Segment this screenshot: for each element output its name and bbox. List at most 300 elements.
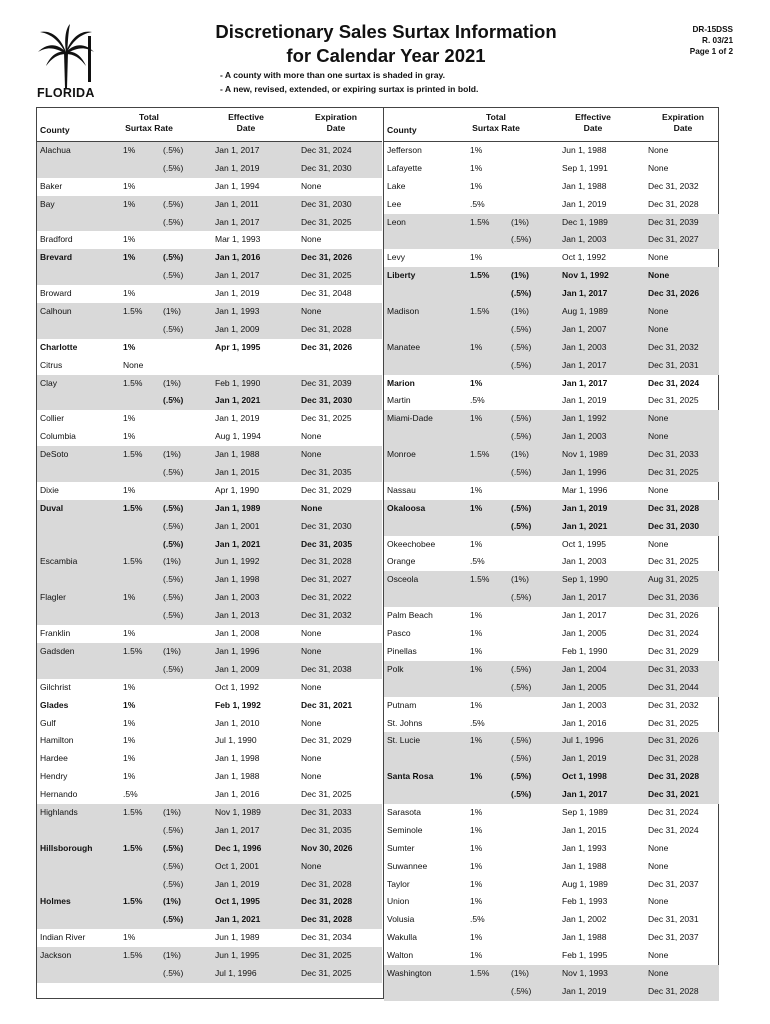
table-row <box>384 911 719 929</box>
rate-cell: 1.5% <box>123 950 143 961</box>
left-column <box>37 108 382 983</box>
table-row <box>384 518 719 536</box>
effective-date-cell: Jan 1, 1994 <box>215 180 260 191</box>
county-cell: Gilchrist <box>40 681 71 692</box>
table-row <box>384 375 719 393</box>
effective-date-cell: Feb 1, 1992 <box>215 699 261 710</box>
rate-cell: 1.5% <box>123 645 143 656</box>
expiration-date-cell: Dec 31, 2028 <box>648 198 699 209</box>
table-row <box>384 160 719 178</box>
expiration-date-cell: Dec 31, 2030 <box>301 162 352 173</box>
expiration-date-cell: Dec 31, 2021 <box>301 699 353 710</box>
sub-rate-cell: (.5%) <box>163 198 184 209</box>
rate-cell: 1% <box>470 484 483 495</box>
table-row <box>384 893 719 911</box>
expiration-date-cell: None <box>648 484 669 495</box>
table-row <box>384 142 719 160</box>
county-cell: Hendry <box>40 771 68 782</box>
sub-rate-cell: (1%) <box>163 950 181 961</box>
table-row <box>384 697 719 715</box>
expiration-date-cell: Dec 31, 2035 <box>301 467 352 478</box>
table-row <box>37 464 382 482</box>
expiration-date-cell: Dec 31, 2028 <box>648 771 700 782</box>
county-cell: Gulf <box>40 717 56 728</box>
effective-date-cell: Aug 1, 1994 <box>215 431 261 442</box>
table-row <box>384 750 719 768</box>
expiration-date-cell: None <box>301 753 322 764</box>
table-row <box>384 715 719 733</box>
sub-rate-cell: (.5%) <box>511 502 532 513</box>
table-row <box>37 339 382 357</box>
expiration-date-cell: None <box>301 645 322 656</box>
header-exp-line2: Date <box>673 123 693 133</box>
rate-cell: .5% <box>470 198 485 209</box>
effective-date-cell: Jan 1, 2017 <box>562 610 607 621</box>
county-cell: Pasco <box>387 628 411 639</box>
effective-date-cell: Mar 1, 1996 <box>562 484 608 495</box>
expiration-date-cell: Dec 31, 2025 <box>648 395 699 406</box>
effective-date-cell: Jun 1, 1992 <box>215 556 260 567</box>
table-row <box>37 822 382 840</box>
effective-date-cell: Dec 1, 1989 <box>562 216 608 227</box>
expiration-date-cell: None <box>648 323 669 334</box>
expiration-date-cell: Dec 31, 2027 <box>301 574 352 585</box>
expiration-date-cell: Dec 31, 2025 <box>301 950 352 961</box>
table-row <box>37 160 382 178</box>
sub-rate-cell: (.5%) <box>511 735 532 746</box>
effective-date-cell: Jan 1, 2017 <box>562 359 607 370</box>
expiration-date-cell: None <box>648 413 669 424</box>
county-cell: Brevard <box>40 252 73 263</box>
rate-cell: 1.5% <box>123 842 143 853</box>
table-row <box>37 249 382 267</box>
surtax-table <box>36 107 719 999</box>
expiration-date-cell: Dec 31, 2028 <box>301 878 352 889</box>
sub-rate-cell: (1%) <box>163 556 181 567</box>
effective-date-cell: Jan 1, 2003 <box>562 341 607 352</box>
effective-date-cell: Jan 1, 2017 <box>215 216 260 227</box>
expiration-date-cell: None <box>301 449 322 460</box>
effective-date-cell: Apr 1, 1995 <box>215 341 261 352</box>
effective-date-cell: Jan 1, 2003 <box>562 699 607 710</box>
rate-cell: 1% <box>470 878 483 889</box>
table-row <box>37 267 382 285</box>
expiration-date-cell: Dec 31, 2026 <box>648 735 699 746</box>
county-cell: Madison <box>387 306 420 317</box>
effective-date-cell: Jan 1, 2016 <box>215 789 260 800</box>
table-row <box>384 392 719 410</box>
table-row <box>37 607 382 625</box>
sub-rate-cell: (1%) <box>511 216 529 227</box>
rate-cell: 1% <box>470 950 483 961</box>
expiration-date-cell: Dec 31, 2028 <box>648 502 700 513</box>
county-cell: Collier <box>40 413 65 424</box>
table-row <box>37 500 382 518</box>
sub-rate-cell: (.5%) <box>511 753 532 764</box>
county-cell: Miami-Dade <box>387 413 433 424</box>
sub-rate-cell: (.5%) <box>163 967 184 978</box>
effective-date-cell: Jan 1, 2011 <box>215 198 259 209</box>
expiration-date-cell: Dec 31, 2033 <box>648 663 699 674</box>
rate-cell: .5% <box>470 717 485 728</box>
county-cell: Indian River <box>40 932 86 943</box>
effective-date-cell: Jan 1, 1998 <box>215 753 260 764</box>
table-row <box>37 231 382 249</box>
county-cell: Escambia <box>40 556 78 567</box>
expiration-date-cell: Dec 31, 2044 <box>648 681 699 692</box>
table-row <box>37 679 382 697</box>
county-cell: Gadsden <box>40 645 75 656</box>
expiration-date-cell: Dec 31, 2025 <box>301 216 352 227</box>
expiration-date-cell: Dec 31, 2026 <box>648 288 700 299</box>
rate-cell: 1% <box>470 162 483 173</box>
effective-date-cell: Jan 1, 2003 <box>215 592 260 603</box>
expiration-date-cell: Dec 31, 2026 <box>301 252 353 263</box>
effective-date-cell: Aug 1, 1989 <box>562 306 608 317</box>
effective-date-cell: Jan 1, 2019 <box>562 502 608 513</box>
expiration-date-cell: Dec 31, 2024 <box>648 377 700 388</box>
expiration-date-cell: Dec 31, 2035 <box>301 538 353 549</box>
expiration-date-cell: Dec 31, 2025 <box>648 467 699 478</box>
county-cell: Sumter <box>387 842 415 853</box>
sub-rate-cell: (.5%) <box>163 520 184 531</box>
table-row <box>37 911 382 929</box>
logo-text: FLORIDA <box>37 86 95 100</box>
effective-date-cell: Feb 1, 1993 <box>562 896 608 907</box>
sub-rate-cell: (.5%) <box>511 663 532 674</box>
county-cell: Franklin <box>40 628 71 639</box>
effective-date-cell: Jun 1, 1989 <box>215 932 260 943</box>
table-row <box>37 804 382 822</box>
table-row <box>37 303 382 321</box>
table-row <box>384 464 719 482</box>
table-row <box>37 410 382 428</box>
expiration-date-cell: Dec 31, 2029 <box>301 735 352 746</box>
effective-date-cell: Jan 1, 1988 <box>562 860 607 871</box>
table-row <box>384 947 719 965</box>
table-row <box>384 249 719 267</box>
expiration-date-cell: Dec 31, 2024 <box>301 145 352 155</box>
header-exp-line1: Expiration <box>314 112 358 122</box>
effective-date-cell: Jan 1, 2019 <box>562 753 607 764</box>
expiration-date-cell: Dec 31, 2021 <box>648 789 700 800</box>
sub-rate-cell: (.5%) <box>511 467 532 478</box>
table-row <box>37 357 382 375</box>
header-rate-line1: Total <box>486 112 506 122</box>
expiration-date-cell: Dec 31, 2039 <box>301 377 352 388</box>
effective-date-cell: Nov 1, 1989 <box>562 449 608 460</box>
form-revision: R. 03/21 <box>702 36 733 45</box>
rate-cell: 1% <box>123 288 136 299</box>
expiration-date-cell: Dec 31, 2030 <box>301 395 353 406</box>
county-cell: Citrus <box>40 359 63 370</box>
county-cell: Dixie <box>40 484 59 495</box>
table-row <box>384 876 719 894</box>
effective-date-cell: Jan 1, 2019 <box>215 878 260 889</box>
expiration-date-cell: Dec 31, 2028 <box>301 914 353 925</box>
expiration-date-cell: Dec 31, 2030 <box>301 198 352 209</box>
table-row <box>37 929 382 947</box>
county-cell: Hamilton <box>40 735 74 746</box>
effective-date-cell: Jan 1, 2015 <box>215 467 260 478</box>
rate-cell: 1.5% <box>123 896 143 907</box>
sub-rate-cell: (.5%) <box>163 145 184 155</box>
effective-date-cell: Jan 1, 2009 <box>215 323 260 334</box>
expiration-date-cell: Dec 31, 2028 <box>301 323 352 334</box>
table-row <box>37 625 382 643</box>
county-cell: Liberty <box>387 270 416 281</box>
form-id: DR-15DSS <box>692 25 733 34</box>
effective-date-cell: Jan 1, 2019 <box>215 288 260 299</box>
county-cell: Alachua <box>40 145 71 155</box>
effective-date-cell: Jan 1, 2019 <box>215 413 260 424</box>
table-row <box>37 392 382 410</box>
expiration-date-cell: Dec 31, 2024 <box>648 806 699 817</box>
county-cell: Sarasota <box>387 806 422 817</box>
effective-date-cell: Oct 1, 1995 <box>215 896 260 907</box>
table-row <box>384 679 719 697</box>
table-row <box>37 536 382 554</box>
expiration-date-cell: None <box>648 252 669 263</box>
effective-date-cell: Jan 1, 2017 <box>562 288 608 299</box>
expiration-date-cell: Dec 31, 2031 <box>648 359 699 370</box>
rate-cell: 1.5% <box>470 270 490 281</box>
county-cell: Santa Rosa <box>387 771 434 782</box>
expiration-date-cell: None <box>301 234 322 245</box>
county-cell: Union <box>387 896 410 907</box>
table-row <box>37 553 382 571</box>
county-cell: Walton <box>387 950 414 961</box>
right-column <box>383 108 719 998</box>
rate-cell: 1.5% <box>470 449 490 460</box>
table-row <box>37 768 382 786</box>
table-row <box>384 303 719 321</box>
rate-cell: 1% <box>470 663 483 674</box>
header-county: County <box>387 125 417 135</box>
sub-rate-cell: (.5%) <box>163 610 184 621</box>
county-cell: Okaloosa <box>387 502 426 513</box>
note-shading: - A county with more than one surtax is shaded in gray. <box>220 70 446 80</box>
effective-date-cell: Jan 1, 2021 <box>215 538 261 549</box>
effective-date-cell: Jan 1, 2007 <box>562 323 607 334</box>
county-cell: Marion <box>387 377 415 388</box>
rate-cell: 1.5% <box>470 216 490 227</box>
county-cell: Lee <box>387 198 402 209</box>
table-row <box>384 858 719 876</box>
rate-cell: 1% <box>470 538 483 549</box>
county-cell: Charlotte <box>40 341 78 352</box>
county-cell: Taylor <box>387 878 410 889</box>
effective-date-cell: Oct 1, 1992 <box>215 681 259 692</box>
rate-cell: 1% <box>470 180 483 191</box>
county-cell: Calhoun <box>40 306 72 317</box>
header-expiration <box>646 112 720 134</box>
expiration-date-cell: None <box>648 270 670 281</box>
title-line-2: for Calendar Year 2021 <box>286 45 486 66</box>
rate-cell: 1% <box>123 628 136 639</box>
expiration-date-cell: Dec 31, 2026 <box>648 610 699 621</box>
header-eff-line1: Effective <box>228 112 264 122</box>
header-rate <box>109 112 189 134</box>
effective-date-cell: Oct 1, 1992 <box>562 252 606 263</box>
effective-date-cell: Jan 1, 2002 <box>562 914 607 925</box>
effective-date-cell: Jan 1, 2021 <box>562 520 608 531</box>
header-eff-line2: Date <box>583 123 603 133</box>
expiration-date-cell: None <box>301 681 322 692</box>
expiration-date-cell: None <box>648 145 669 155</box>
title-line-1: Discretionary Sales Surtax Information <box>215 21 557 42</box>
expiration-date-cell: Dec 31, 2024 <box>648 628 699 639</box>
rate-cell: 1% <box>123 484 136 495</box>
table-row <box>37 893 382 911</box>
expiration-date-cell: None <box>301 771 322 782</box>
sub-rate-cell: (.5%) <box>163 252 184 263</box>
table-row <box>37 965 382 983</box>
county-cell: Hardee <box>40 753 68 764</box>
rate-cell: 1% <box>470 806 483 817</box>
county-cell: Hernando <box>40 789 78 800</box>
effective-date-cell: Jan 1, 2017 <box>215 145 260 155</box>
effective-date-cell: Sep 1, 1991 <box>562 162 608 173</box>
expiration-date-cell: None <box>301 180 322 191</box>
table-row <box>384 196 719 214</box>
table-row <box>37 661 382 679</box>
effective-date-cell: Jan 1, 1988 <box>562 932 607 943</box>
expiration-date-cell: Dec 31, 2038 <box>301 663 352 674</box>
effective-date-cell: Jan 1, 1993 <box>215 306 260 317</box>
table-row <box>384 214 719 232</box>
rate-cell: 1% <box>470 145 483 155</box>
county-cell: Manatee <box>387 341 421 352</box>
table-row <box>384 661 719 679</box>
expiration-date-cell: None <box>648 538 669 549</box>
county-cell: Monroe <box>387 449 416 460</box>
table-row <box>37 786 382 804</box>
effective-date-cell: Jan 1, 1988 <box>215 771 260 782</box>
expiration-date-cell: None <box>301 431 322 442</box>
sub-rate-cell: (1%) <box>511 967 529 978</box>
expiration-date-cell: Dec 31, 2033 <box>301 806 352 817</box>
effective-date-cell: Jan 1, 2001 <box>215 520 260 531</box>
table-row <box>384 965 719 983</box>
rate-cell: 1% <box>123 771 136 782</box>
table-row <box>37 321 382 339</box>
header-county: County <box>40 125 70 135</box>
sub-rate-cell: (.5%) <box>163 538 184 549</box>
sub-rate-cell: (.5%) <box>511 771 532 782</box>
effective-date-cell: Oct 1, 2001 <box>215 860 259 871</box>
county-cell: Lafayette <box>387 162 422 173</box>
expiration-date-cell: None <box>648 896 669 907</box>
effective-date-cell: Jan 1, 2010 <box>215 717 260 728</box>
sub-rate-cell: (.5%) <box>511 234 532 245</box>
expiration-date-cell: Dec 31, 2048 <box>301 288 352 299</box>
sub-rate-cell: (.5%) <box>511 985 532 996</box>
effective-date-cell: Jan 1, 2019 <box>562 395 607 406</box>
county-cell: Osceola <box>387 574 419 585</box>
effective-date-cell: Jan 1, 2013 <box>215 610 260 621</box>
county-cell: Baker <box>40 180 63 191</box>
table-row <box>384 446 719 464</box>
expiration-date-cell: Dec 31, 2034 <box>301 932 352 943</box>
table-row <box>384 840 719 858</box>
table-row <box>384 571 719 589</box>
rate-cell: 1% <box>470 377 483 388</box>
county-cell: Hillsborough <box>40 842 93 853</box>
effective-date-cell: Jan 1, 2019 <box>215 162 260 173</box>
table-row <box>384 536 719 554</box>
expiration-date-cell: Dec 31, 2024 <box>648 824 699 835</box>
county-cell: Duval <box>40 502 64 513</box>
effective-date-cell: Jan 1, 1988 <box>215 449 260 460</box>
table-row <box>384 732 719 750</box>
county-cell: Putnam <box>387 699 417 710</box>
rate-cell: 1% <box>470 699 483 710</box>
effective-date-cell: Jan 1, 2017 <box>215 270 260 281</box>
effective-date-cell: Apr 1, 1990 <box>215 484 259 495</box>
expiration-date-cell: Dec 31, 2037 <box>648 932 699 943</box>
table-row <box>384 607 719 625</box>
rate-cell: 1% <box>470 341 483 352</box>
sub-rate-cell: (.5%) <box>163 824 184 835</box>
effective-date-cell: Feb 1, 1990 <box>562 645 608 656</box>
notes <box>220 68 478 96</box>
effective-date-cell: Aug 1, 1989 <box>562 878 608 889</box>
rate-cell: 1% <box>123 198 136 209</box>
county-cell: Clay <box>40 377 58 388</box>
header-rate-line2: Surtax Rate <box>125 123 173 133</box>
table-row <box>37 196 382 214</box>
county-cell: DeSoto <box>40 449 69 460</box>
county-cell: Flagler <box>40 592 66 603</box>
table-row <box>37 482 382 500</box>
sub-rate-cell: (.5%) <box>163 914 184 925</box>
expiration-date-cell: Dec 31, 2028 <box>301 556 352 567</box>
rate-cell: 1.5% <box>123 502 143 513</box>
rate-cell: 1% <box>470 502 483 513</box>
table-row <box>37 214 382 232</box>
expiration-date-cell: None <box>648 967 669 978</box>
effective-date-cell: Sep 1, 1989 <box>562 806 608 817</box>
table-row <box>384 768 719 786</box>
table-row <box>37 750 382 768</box>
effective-date-cell: Jan 1, 1992 <box>562 413 607 424</box>
expiration-date-cell: None <box>648 162 669 173</box>
sub-rate-cell: (.5%) <box>163 842 184 853</box>
expiration-date-cell: None <box>301 306 322 317</box>
rate-cell: 1% <box>123 699 136 710</box>
sub-rate-cell: (1%) <box>163 449 181 460</box>
effective-date-cell: Nov 1, 1992 <box>562 270 609 281</box>
rate-cell: 1.5% <box>470 574 490 585</box>
county-cell: Seminole <box>387 824 423 835</box>
sub-rate-cell: (.5%) <box>163 270 184 281</box>
expiration-date-cell: Dec 31, 2028 <box>301 896 353 907</box>
sub-rate-cell: (1%) <box>511 574 529 585</box>
expiration-date-cell: Dec 31, 2028 <box>648 753 699 764</box>
county-cell: Wakulla <box>387 932 417 943</box>
rate-cell: 1% <box>123 753 136 764</box>
effective-date-cell: Jan 1, 2021 <box>215 914 261 925</box>
expiration-date-cell: Dec 31, 2025 <box>301 789 352 800</box>
expiration-date-cell: Dec 31, 2039 <box>648 216 699 227</box>
effective-date-cell: Mar 1, 1993 <box>215 234 261 245</box>
effective-date-cell: Jan 1, 2008 <box>215 628 260 639</box>
sub-rate-cell: (1%) <box>163 645 181 656</box>
header-exp-line1: Expiration <box>661 112 705 122</box>
rate-cell: .5% <box>470 914 485 925</box>
effective-date-cell: Sep 1, 1990 <box>562 574 608 585</box>
